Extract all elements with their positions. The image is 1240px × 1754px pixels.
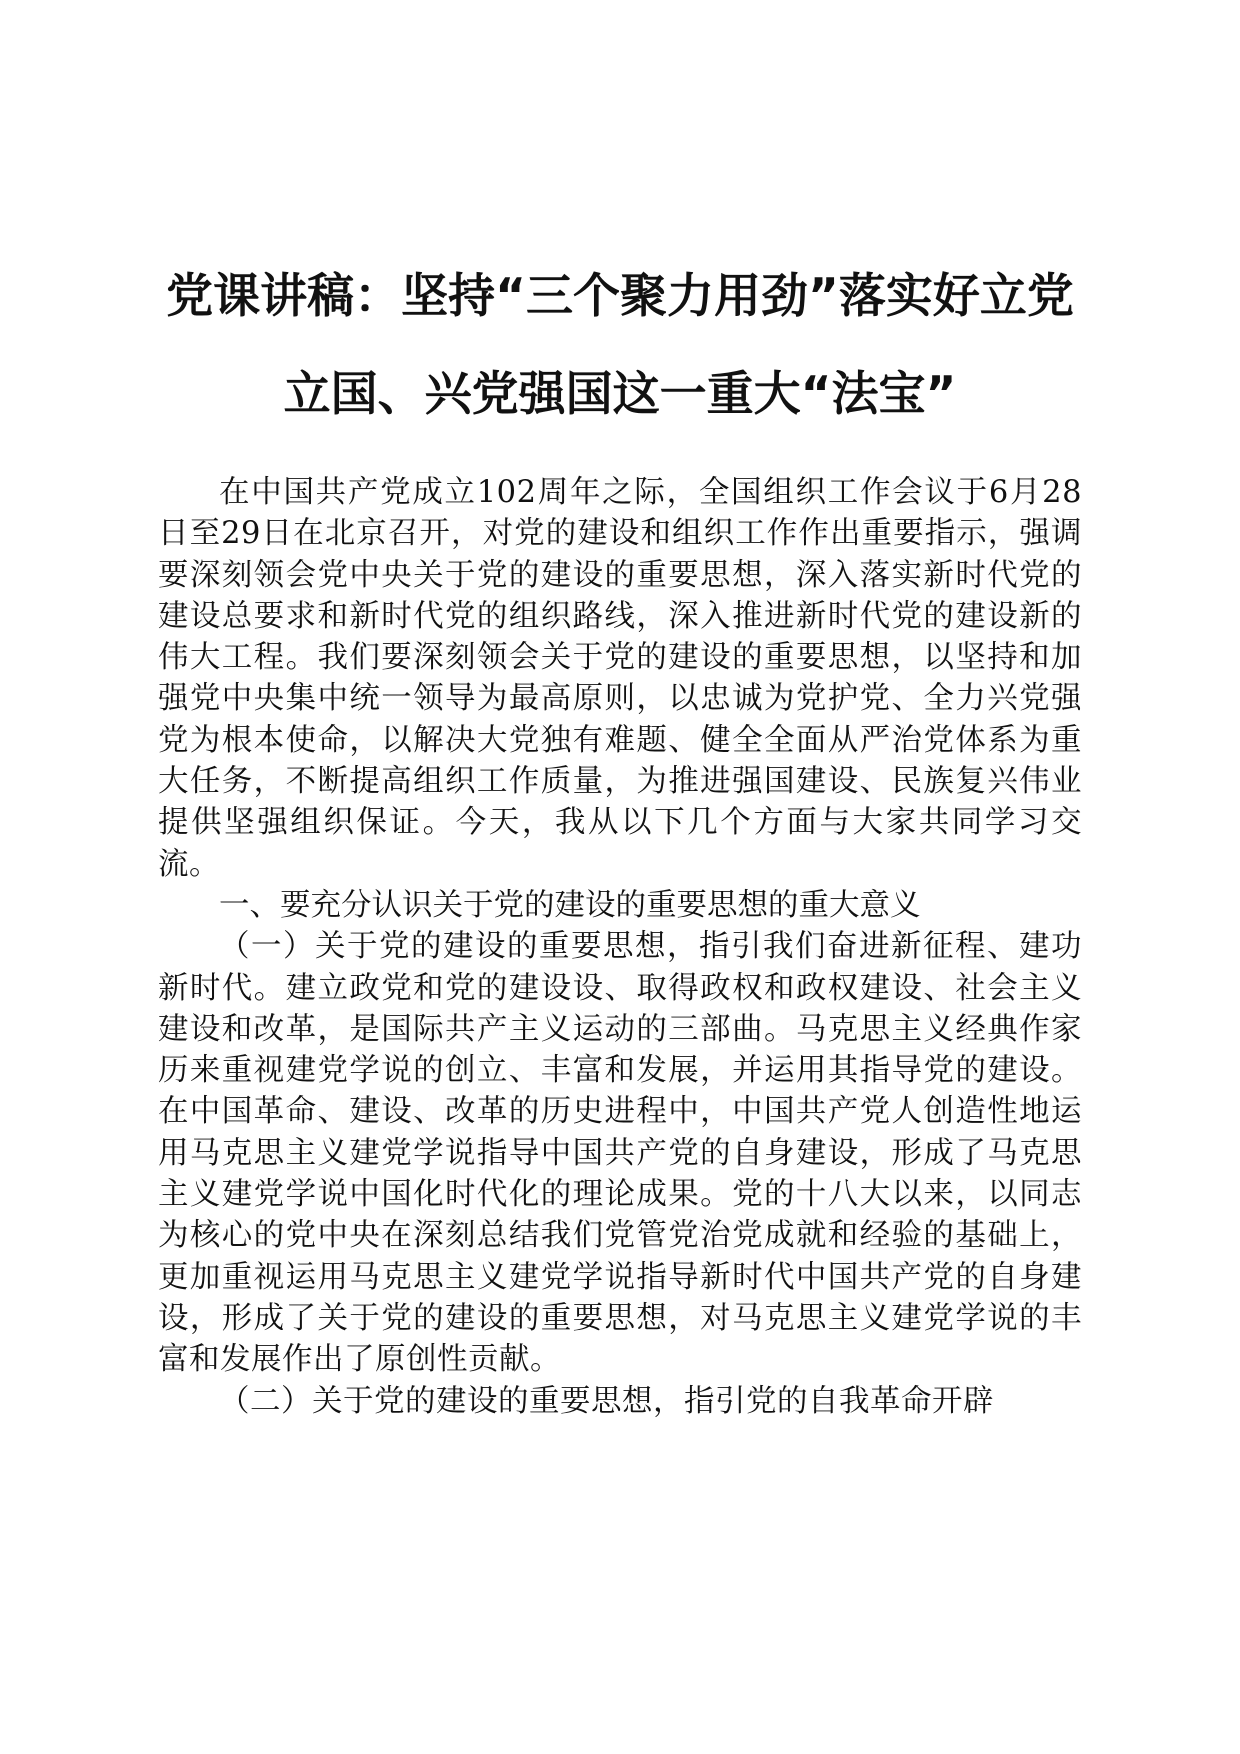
document-body: [158, 472, 1082, 1422]
subsection-paragraph-2: [158, 1381, 1082, 1422]
intro-paragraph: 在中国共产党成立102周年之际，全国组织工作会议于6月28日至29日在北京召开，对党的建设和组织工作作出重要指示，强调要深刻领会党中央关于党的建设的重要思想，深入落实新时代党的建设总要求和新时代党的组织路线，深入推进新时代党的建设新的伟大工程。我们要深刻领会关于党的建设的重要思想，以坚持和加强党中央集中统一领导为最高原则，以忠诚为党护党、全力兴党强党为根本使命，以解决大党独有难题、健全全面从严治党体系为重大任务，不断提高组织工作质量，为推进强国建设、民族复兴伟业提供坚强组织保证。今天，我从以下几个方面与大家共同学习交流。: [158, 475, 1082, 882]
section-heading-1: 一、要充分认识关于党的建设的重要思想的重大意义: [219, 887, 921, 923]
subsection-lead-1: （一）关于党的建设的重要思想，指引我们奋进新征程、建功新时代。: [158, 929, 1082, 1006]
subsection-body-1: 建立政党和党的建设设、取得政权和政权建设、社会主义建设和改革，是国际共产主义运动的三部曲。马克思主义经典作家历来重视建党学说的创立、丰富和发展，并运用其指导党的建设。在中国革命、建设、改革的历史进程中，中国共产党人创造性地运用马克思主义建党学说指导中国共产党的自身建设，形成了马克思主义建党学说中国化时代化的理论成果。党的十八大以来，以同志为核心的党中央在深刻总结我们党管党治党成就和经验的基础上，更加重视运用马克思主义建党学说指导新时代中国共产党的自身建设，形成了关于党的建设的重要思想，对马克思主义建党学说的丰富和发展作出了原创性贡献。: [158, 970, 1083, 1378]
subsection-paragraph-1: [158, 926, 1082, 1380]
subsection-lead-2: （二）关于党的建设的重要思想，指引党的自我革命开辟: [219, 1383, 994, 1419]
document-title: 党课讲稿：坚持“三个聚力用劲”落实好立党立国、兴党强国这一重大“法宝”: [166, 269, 1074, 422]
